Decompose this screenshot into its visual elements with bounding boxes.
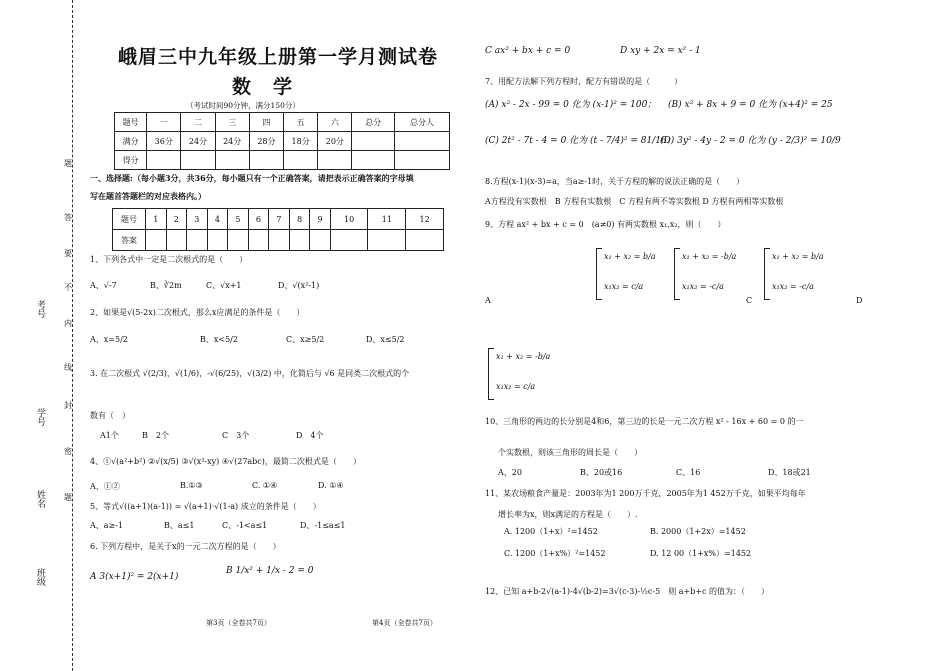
q7-option-b: (B) x² + 8x + 9 = 0 化为 (x+4)² = 25 — [668, 100, 833, 110]
q9-sys2-line2: x₁x₂ = -c/a — [682, 282, 724, 291]
q9-sys1-line1: x₁ + x₂ = b/a — [604, 252, 656, 261]
seal-char: 封 — [64, 401, 72, 410]
score-cell: 24分 — [215, 132, 249, 151]
q10-option-b: B、20或16 — [580, 468, 623, 477]
q3-option-b: B 2个 — [142, 431, 169, 440]
q5-option-c: C、-1<a≤1 — [222, 521, 268, 530]
answer-table — [112, 208, 444, 251]
answer-table-row — [113, 230, 444, 251]
score-input-cell[interactable] — [249, 151, 283, 170]
score-table-row — [115, 113, 450, 132]
exam-title: 峨眉三中九年级上册第一学月测试卷 — [118, 46, 439, 68]
q5-option-b: B、a≤1 — [164, 521, 195, 530]
q9-brace — [764, 248, 770, 300]
q10-option-a: A、20 — [498, 468, 522, 477]
question-10: 10、三角形的两边的长分别是4和6，第三边的长是一元二次方程 x² - 16x + 60 = 0 的一 — [485, 417, 804, 426]
q7-option-c: (C) 2t² - 7t - 4 = 0 化为 (t - 7/4)² = 81/16； — [485, 136, 676, 146]
q9-option-a-label: A — [485, 296, 491, 305]
question-7: 7、用配方法解下列方程时，配方有错误的是（ ） — [485, 77, 683, 86]
answer-input-cell[interactable] — [406, 230, 444, 251]
question-1: 1、下列各式中一定是二次根式的是（ ） — [90, 255, 248, 264]
score-table — [114, 112, 450, 170]
q9-sys2-line1: x₁ + x₂ = -b/a — [682, 252, 737, 261]
exam-note: （考试时间90分钟，满分150分） — [186, 101, 300, 110]
answer-input-cell[interactable] — [310, 230, 331, 251]
score-cell: 得分 — [115, 151, 147, 170]
score-cell: 五 — [284, 113, 318, 132]
section1-heading: 一、选择题:（每小题3分，共36分，每小题只有一个正确答案，请把表示正确答案的字母填 — [90, 173, 414, 183]
q7-option-d: (D) 3y² - 4y - 2 = 0 化为 (y - 2/3)² = 10/9 — [660, 136, 841, 146]
question-3-cont: 数有（ ） — [90, 411, 130, 420]
q9-brace — [674, 248, 680, 300]
question-6: 6. 下列方程中，是关于x的一元二次方程的是（ ） — [90, 542, 281, 551]
score-cell: 三 — [215, 113, 249, 132]
question-9: 9、方程 ax² + bx + c = 0 (a≠0) 有两实数根 x₁,x₂，则（ ） — [485, 220, 726, 229]
seal-char: 答 — [64, 213, 72, 222]
margin-exam-number-label: 考号 — [35, 300, 45, 318]
q9-sys3-line1: x₁ + x₂ = b/a — [772, 252, 824, 261]
score-cell: 20分 — [318, 132, 352, 151]
seal-char: 线 — [64, 363, 72, 372]
answer-header-cell: 2 — [166, 209, 187, 230]
answer-input-cell[interactable] — [187, 230, 208, 251]
question-11: 11、某农场粮食产量是：2003年为1 200万千克，2005年为1 452万千克，如果平均每年 — [485, 489, 806, 498]
q11-option-a: A. 1200（1+x）²=1452 — [504, 527, 598, 536]
q9-sys3-line2: x₁x₂ = -c/a — [772, 282, 814, 291]
score-cell: 六 — [318, 113, 352, 132]
q4-option-c: C. ①④ — [252, 481, 278, 490]
q10-option-d: D、18或21 — [768, 468, 811, 477]
q6-option-c: C ax² + bx + c = 0 — [485, 46, 571, 56]
score-cell: 满分 — [115, 132, 147, 151]
q1-option-a: A、√-7 — [90, 281, 117, 290]
seal-char: 要 — [64, 249, 72, 258]
seal-char: 内 — [64, 319, 72, 328]
q9-brace — [488, 348, 494, 400]
answer-header-cell: 11 — [368, 209, 406, 230]
q10-option-c: C、16 — [676, 468, 701, 477]
score-input-cell[interactable] — [352, 151, 395, 170]
q8-options: A方程没有实数根 B 方程有实数根 C 方程有两不等实数根 D 方程有两相等实数根 — [485, 197, 784, 206]
q6-option-a: A 3(x+1)² = 2(x+1) — [90, 572, 179, 582]
margin-name-label: 姓名 — [35, 490, 45, 508]
score-cell — [352, 132, 395, 151]
binding-line — [72, 0, 73, 671]
seal-char: 题 — [64, 493, 72, 502]
answer-row-label: 答案 — [113, 230, 146, 251]
answer-header-cell: 1 — [146, 209, 167, 230]
answer-input-cell[interactable] — [166, 230, 187, 251]
q1-option-d: D、√(x²-1) — [278, 281, 320, 290]
q11-option-d: D. 12 00（1+x%）=1452 — [650, 549, 752, 558]
question-2: 2、如果是√(5-2x)二次根式，那么x应满足的条件是（ ） — [90, 308, 305, 317]
score-cell — [394, 132, 449, 151]
q9-option-c-label: C — [746, 296, 753, 305]
score-cell: 24分 — [181, 132, 215, 151]
section1-heading-cont: 写在题首答题栏的对应表格内。） — [90, 191, 206, 201]
q5-option-a: A、a≥-1 — [90, 521, 124, 530]
seal-char: 题 — [64, 159, 72, 168]
q1-option-c: C、√x+1 — [206, 281, 242, 290]
q2-option-c: C、x≥5/2 — [286, 335, 325, 344]
score-cell: 36分 — [147, 132, 181, 151]
q5-option-d: D、-1≤a≤1 — [300, 521, 346, 530]
q11-option-c: C. 1200（1+x%）²=1452 — [504, 549, 606, 558]
margin-class-label: 班级 — [35, 568, 45, 586]
answer-header-cell: 3 — [187, 209, 208, 230]
answer-header-cell: 10 — [330, 209, 368, 230]
q9-brace — [596, 248, 602, 300]
score-input-cell[interactable] — [147, 151, 181, 170]
answer-input-cell[interactable] — [330, 230, 368, 251]
answer-header-cell: 8 — [289, 209, 310, 230]
answer-input-cell[interactable] — [207, 230, 228, 251]
q2-option-b: B、x<5/2 — [200, 335, 238, 344]
score-cell: 总分人 — [394, 113, 449, 132]
margin-student-id-label: 学号 — [35, 408, 45, 426]
answer-input-cell[interactable] — [248, 230, 269, 251]
q6-option-b: B 1/x² + 1/x - 2 = 0 — [226, 566, 314, 576]
seal-char: 密 — [64, 447, 72, 456]
score-input-cell[interactable] — [318, 151, 352, 170]
answer-input-cell[interactable] — [289, 230, 310, 251]
question-5: 5、等式√((a+1)(a-1)) = √(a+1)·√(1-a) 成立的条件是（ ） — [90, 502, 321, 511]
score-input-cell[interactable] — [394, 151, 449, 170]
score-table-row — [115, 151, 450, 170]
answer-header-cell: 7 — [269, 209, 290, 230]
score-cell: 28分 — [249, 132, 283, 151]
score-cell: 题号 — [115, 113, 147, 132]
seal-char: 不 — [64, 283, 72, 292]
q1-option-b: B、∛2m — [150, 281, 182, 290]
q7-option-a: (A) x² - 2x - 99 = 0 化为 (x-1)² = 100； — [485, 100, 657, 110]
q9-sys4-line1: x₁ + x₂ = -b/a — [496, 352, 551, 361]
q11-option-b: B. 2000（1+2x）=1452 — [650, 527, 746, 536]
answer-header-cell: 4 — [207, 209, 228, 230]
subject-title: 数学 — [232, 76, 315, 98]
score-input-cell[interactable] — [284, 151, 318, 170]
answer-header-cell: 题号 — [113, 209, 146, 230]
q4-option-a: A、①② — [90, 482, 120, 491]
page-footer-right: 第4页（全卷共7页） — [372, 619, 437, 627]
answer-input-cell[interactable] — [269, 230, 290, 251]
q4-option-d: D. ①④ — [318, 481, 344, 490]
question-4: 4、①√(a²+b²) ②√(x/5) ③√(x²-xy) ④√(27abc)，最简二次根式是（ ） — [90, 457, 361, 466]
answer-input-cell[interactable] — [146, 230, 167, 251]
score-table-row — [115, 132, 450, 151]
q4-option-b: B.①③ — [180, 481, 203, 490]
question-10-cont: 个实数根，则该三角形的周长是（ ） — [498, 448, 642, 457]
score-input-cell[interactable] — [215, 151, 249, 170]
answer-header-cell: 12 — [406, 209, 444, 230]
question-8: 8.方程(x-1)(x-3)=a，当a≥-1时，关于方程的解的说法正确的是（ ） — [485, 177, 745, 186]
question-3: 3. 在二次根式 √(2/3)，√(1/6)，-√(6/25)，√(3/2) 中，化简后与 √6 是同类二次根式的个 — [90, 369, 410, 378]
score-cell: 18分 — [284, 132, 318, 151]
page-footer-left: 第3页（全卷共7页） — [206, 619, 271, 627]
question-11-cont: 增长率为x，则x满足的方程是（ ）. — [498, 510, 638, 519]
answer-table-row — [113, 209, 444, 230]
answer-header-cell: 6 — [248, 209, 269, 230]
q6-option-d: D xy + 2x = x² - 1 — [620, 46, 701, 56]
q3-option-a: A1个 — [100, 431, 119, 440]
q2-option-a: A、x=5/2 — [90, 335, 128, 344]
q3-option-c: C 3个 — [222, 431, 250, 440]
q9-sys4-line2: x₁x₂ = c/a — [496, 382, 536, 391]
score-cell: 二 — [181, 113, 215, 132]
answer-input-cell[interactable] — [368, 230, 406, 251]
q3-option-d: D 4个 — [296, 431, 324, 440]
question-12: 12、已知 a+b-2√(a-1)-4√(b-2)=3√(c-3)-½c-5 则 a+b+c 的值为：（ ） — [485, 587, 770, 596]
score-input-cell[interactable] — [181, 151, 215, 170]
answer-header-cell: 5 — [228, 209, 249, 230]
q9-option-d-label: D — [856, 296, 863, 305]
score-cell: 四 — [249, 113, 283, 132]
score-cell: 总分 — [352, 113, 395, 132]
q9-sys1-line2: x₁x₂ = c/a — [604, 282, 644, 291]
answer-header-cell: 9 — [310, 209, 331, 230]
q2-option-d: D、x≤5/2 — [366, 335, 405, 344]
answer-input-cell[interactable] — [228, 230, 249, 251]
score-cell: 一 — [147, 113, 181, 132]
